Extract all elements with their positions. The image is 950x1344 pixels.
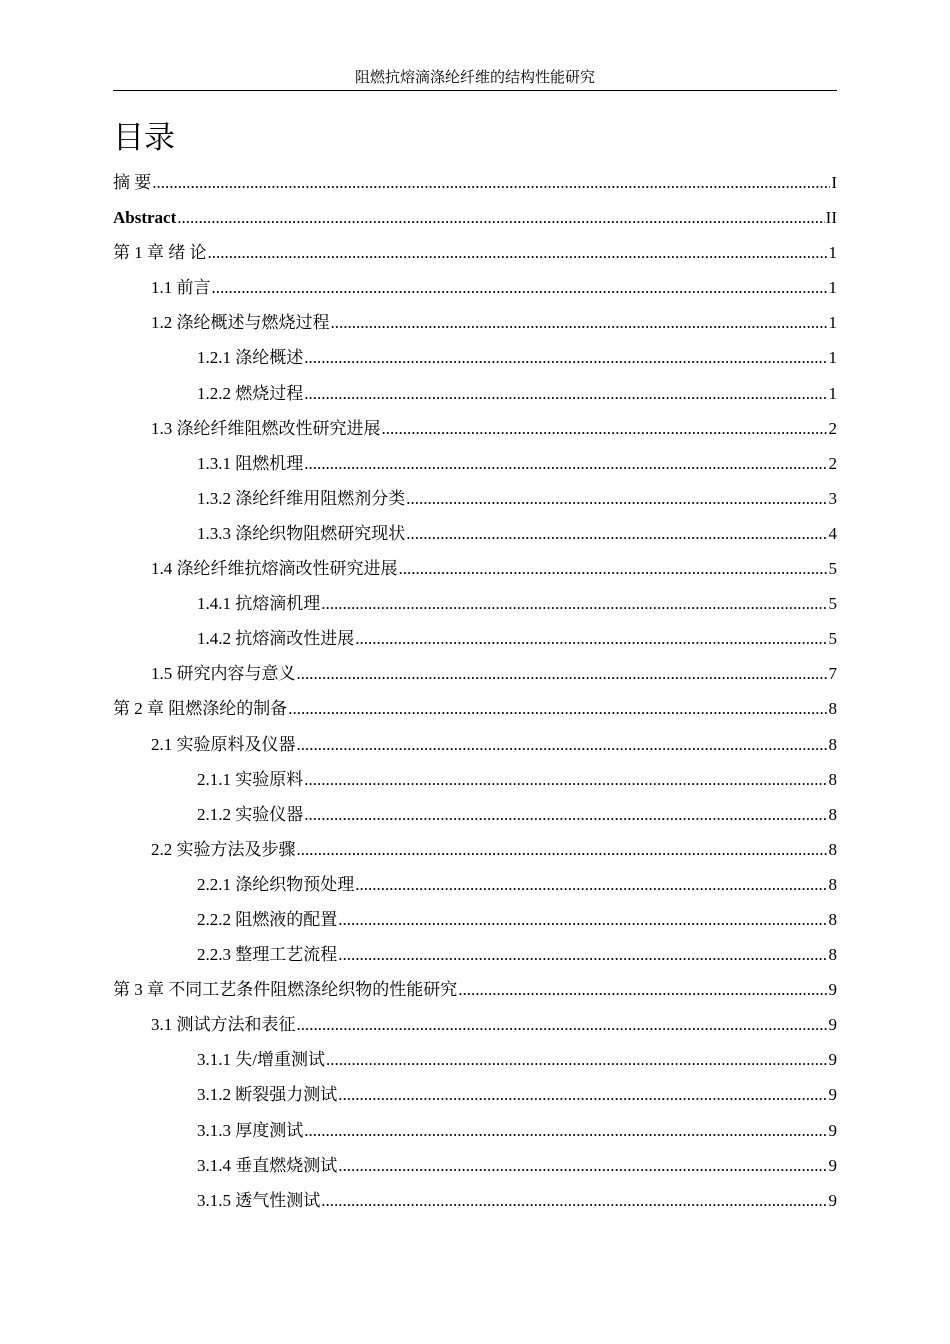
dot-leader	[152, 165, 830, 200]
dot-leader	[355, 621, 827, 656]
dot-leader	[338, 902, 827, 937]
toc-entry[interactable]	[113, 832, 837, 867]
dot-leader	[304, 797, 827, 832]
toc-entry-page: 8	[828, 945, 837, 965]
toc-entry-label: 2.2.2 阻燃液的配置	[197, 909, 338, 929]
toc-entry[interactable]	[113, 446, 837, 481]
toc-entry-label: 1.4.1 抗熔滴机理	[197, 594, 321, 614]
toc-entry-label: 1.2.2 燃烧过程	[197, 383, 304, 403]
toc-entry[interactable]	[113, 305, 837, 340]
dot-leader	[338, 1148, 827, 1183]
toc-entry[interactable]	[113, 1183, 837, 1218]
toc-entry-page: 7	[828, 664, 837, 684]
toc-entry-page: I	[831, 173, 837, 192]
toc-entry-label: 2.1 实验原料及仪器	[151, 734, 296, 754]
dot-leader	[458, 972, 827, 1007]
toc-entry-page: 9	[828, 1085, 837, 1105]
dot-leader	[288, 691, 827, 726]
toc-entry[interactable]	[113, 797, 837, 832]
dot-leader	[304, 762, 827, 797]
dot-leader	[326, 1042, 828, 1077]
toc-entry-label: 第 3 章 不同工艺条件阻燃涤纶织物的性能研究	[113, 980, 458, 1000]
toc-entry[interactable]	[113, 867, 837, 902]
toc-entry[interactable]	[113, 1077, 837, 1112]
toc-entry-page: 8	[828, 874, 837, 894]
toc-entry-page: 8	[828, 734, 837, 754]
dot-leader	[297, 656, 828, 691]
toc-entry-label: 1.5 研究内容与意义	[151, 664, 296, 684]
dot-leader	[321, 586, 827, 621]
dot-leader	[382, 411, 828, 446]
toc-entry-page: 1	[828, 243, 837, 263]
toc-entry-label: 3.1.3 厚度测试	[197, 1120, 304, 1140]
toc-entry[interactable]	[113, 656, 837, 691]
toc-entry-label: 1.4.2 抗熔滴改性进展	[197, 629, 355, 649]
toc-entry-label: 1.3 涤纶纤维阻燃改性研究进展	[151, 418, 381, 438]
toc-entry[interactable]	[113, 270, 837, 305]
toc-entry-label: 2.2.3 整理工艺流程	[197, 945, 338, 965]
toc-entry[interactable]	[113, 902, 837, 937]
toc-entry-label: 1.2.1 涤纶概述	[197, 348, 304, 368]
toc-entry[interactable]	[113, 1042, 837, 1077]
dot-leader	[297, 1007, 828, 1042]
toc-entry-label: 3.1 测试方法和表征	[151, 1015, 296, 1035]
table-of-contents	[113, 165, 837, 1218]
toc-entry-page: 5	[828, 559, 837, 579]
running-title: 阻燃抗熔滴涤纶纤维的结构性能研究	[354, 70, 595, 86]
dot-leader	[338, 937, 827, 972]
toc-entry-label: 1.3.3 涤纶织物阻燃研究现状	[197, 523, 406, 543]
dot-leader	[355, 867, 827, 902]
toc-entry[interactable]	[113, 200, 837, 235]
dot-leader	[399, 551, 828, 586]
toc-entry-page: 8	[828, 909, 837, 929]
toc-entry[interactable]	[113, 235, 837, 270]
dot-leader	[297, 727, 828, 762]
toc-entry-label: 2.1.1 实验原料	[197, 769, 304, 789]
toc-entry-label: 1.3.1 阻燃机理	[197, 453, 304, 473]
toc-entry-page: 3	[828, 488, 837, 508]
toc-entry[interactable]	[113, 551, 837, 586]
toc-entry[interactable]	[113, 376, 837, 411]
toc-entry[interactable]	[113, 340, 837, 375]
toc-entry-page: 1	[828, 278, 837, 298]
toc-entry[interactable]	[113, 727, 837, 762]
toc-entry-page: 8	[828, 699, 837, 719]
dot-leader	[331, 305, 828, 340]
dot-leader	[177, 200, 824, 235]
toc-entry-page: 5	[828, 629, 837, 649]
dot-leader	[406, 481, 827, 516]
toc-entry-page: 9	[828, 1050, 837, 1070]
toc-entry-label: 第 2 章 阻燃涤纶的制备	[113, 699, 288, 719]
dot-leader	[321, 1183, 827, 1218]
toc-entry-label: 1.1 前言	[151, 278, 211, 298]
toc-entry-page: 9	[828, 1155, 837, 1175]
toc-entry[interactable]	[113, 937, 837, 972]
toc-entry-label: 摘 要	[113, 173, 152, 192]
dot-leader	[304, 376, 827, 411]
toc-entry[interactable]	[113, 481, 837, 516]
toc-entry[interactable]	[113, 691, 837, 726]
toc-entry[interactable]	[113, 1007, 837, 1042]
toc-title: 目录	[113, 120, 175, 156]
toc-entry-page: 2	[828, 418, 837, 438]
toc-entry[interactable]	[113, 165, 837, 200]
dot-leader	[304, 1113, 827, 1148]
toc-entry-page: 2	[828, 453, 837, 473]
toc-entry[interactable]	[113, 1148, 837, 1183]
dot-leader	[304, 340, 827, 375]
toc-entry-label: 3.1.1 失/增重测试	[197, 1050, 325, 1070]
toc-entry-page: II	[825, 208, 837, 228]
toc-entry[interactable]	[113, 621, 837, 656]
toc-entry[interactable]	[113, 516, 837, 551]
toc-entry[interactable]	[113, 1113, 837, 1148]
toc-entry-page: 9	[828, 1015, 837, 1035]
toc-entry-label: 1.2 涤纶概述与燃烧过程	[151, 313, 330, 333]
toc-entry-label: 2.2 实验方法及步骤	[151, 839, 296, 859]
toc-entry-page: 8	[828, 769, 837, 789]
toc-entry[interactable]	[113, 972, 837, 1007]
toc-entry-page: 4	[828, 523, 837, 543]
dot-leader	[208, 235, 828, 270]
toc-entry-label: 第 1 章 绪 论	[113, 243, 207, 263]
toc-entry-page: 1	[828, 348, 837, 368]
toc-entry-label: 2.1.2 实验仪器	[197, 804, 304, 824]
dot-leader	[406, 516, 827, 551]
dot-leader	[212, 270, 828, 305]
toc-entry-page: 9	[828, 980, 837, 1000]
toc-entry-label: 3.1.5 透气性测试	[197, 1190, 321, 1210]
toc-entry-page: 9	[828, 1120, 837, 1140]
toc-entry-page: 9	[828, 1190, 837, 1210]
toc-entry-page: 1	[828, 383, 837, 403]
toc-entry-label: 3.1.2 断裂强力测试	[197, 1085, 338, 1105]
toc-entry[interactable]	[113, 411, 837, 446]
toc-entry-page: 8	[828, 804, 837, 824]
toc-entry[interactable]	[113, 762, 837, 797]
dot-leader	[304, 446, 827, 481]
dot-leader	[338, 1077, 827, 1112]
toc-entry-label: Abstract	[113, 208, 177, 228]
toc-entry-page: 1	[828, 313, 837, 333]
toc-entry-label: 1.4 涤纶纤维抗熔滴改性研究进展	[151, 559, 398, 579]
toc-entry-page: 8	[828, 839, 837, 859]
toc-entry-page: 5	[828, 594, 837, 614]
running-header	[113, 66, 837, 91]
toc-entry-label: 1.3.2 涤纶纤维用阻燃剂分类	[197, 488, 406, 508]
toc-entry[interactable]	[113, 586, 837, 621]
dot-leader	[297, 832, 828, 867]
toc-entry-label: 3.1.4 垂直燃烧测试	[197, 1155, 338, 1175]
toc-entry-label: 2.2.1 涤纶织物预处理	[197, 874, 355, 894]
